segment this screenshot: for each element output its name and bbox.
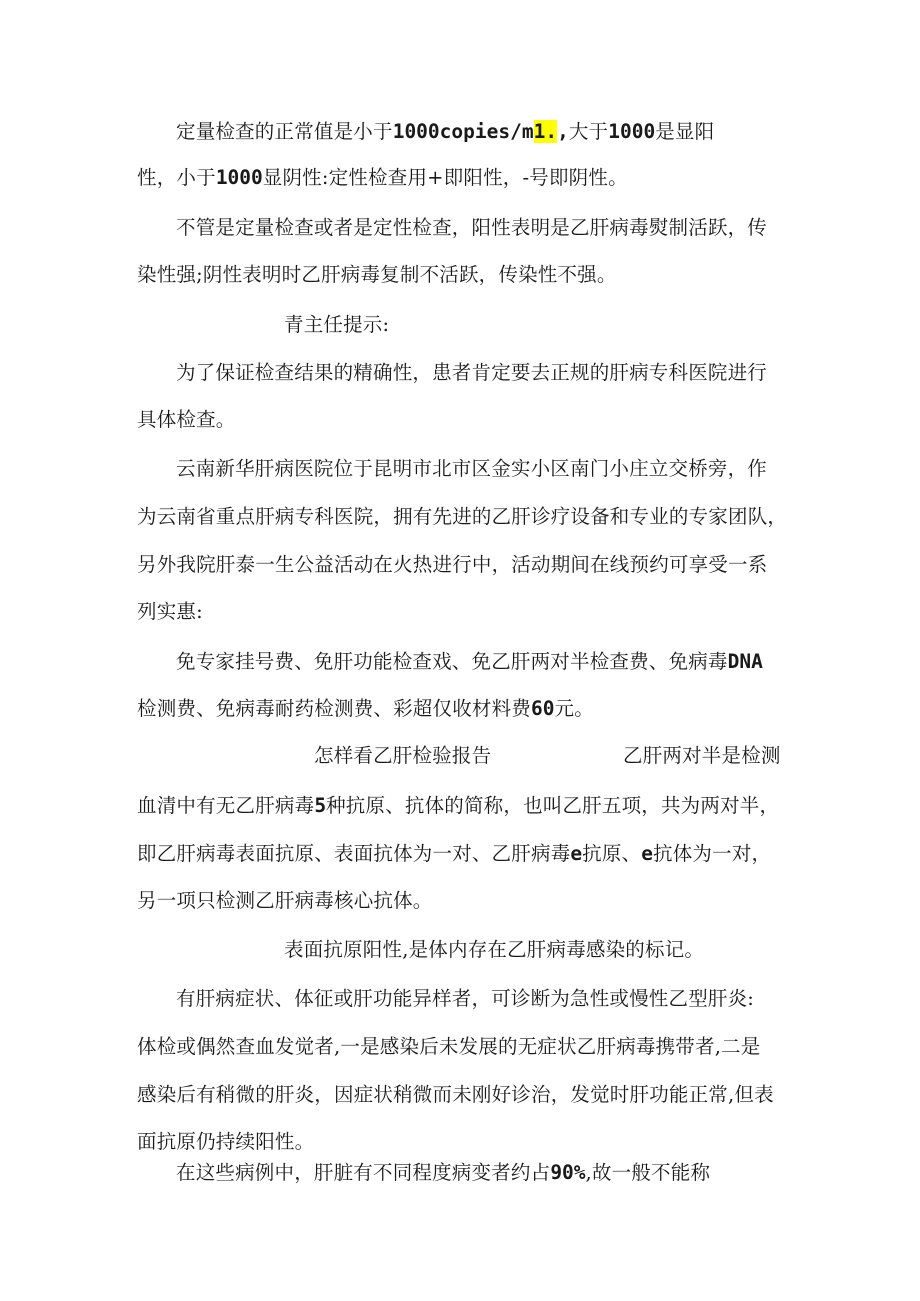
- unit-text: 1000copies/m: [392, 120, 534, 143]
- number: 60: [531, 697, 555, 720]
- paragraph-3-line-1: 为了保证检查结果的精确性，患者肯定要去正规的肝病专科医院进行: [176, 361, 768, 384]
- section-title: 怎样看乙肝检验报告: [314, 744, 492, 767]
- text: DNA: [727, 650, 763, 673]
- text: 性，小于: [137, 166, 216, 189]
- paragraph-4-line-1: 云南新华肝病医院位于昆明市北市区金实小区南门小庄立交桥旁，作: [176, 457, 768, 480]
- paragraph-4-line-3: 另外我院肝泰一生公益活动在火热进行中，活动期间在线预约可享受一系: [137, 553, 768, 576]
- text: 免专家挂号费、免肝功能检查戏、免乙肝两对半检查费、免病毒: [176, 650, 728, 673]
- number: 1000: [215, 166, 263, 189]
- tip-heading: 青主任提示:: [284, 313, 390, 336]
- text: 即乙肝病毒表面抗原、表面抗体为一对、乙肝病毒: [137, 842, 571, 865]
- paragraph-9: [176, 1159, 710, 1187]
- paragraph-1-line-2: [137, 164, 628, 192]
- paragraph-4-line-2: 为云南省重点肝病专科医院，拥有先进的乙肝诊疗设备和专业的专家团队，: [137, 505, 788, 528]
- paragraph-4-line-4: 列实惠:: [137, 600, 203, 623]
- paragraph-1-line-1: [176, 118, 714, 146]
- number: 1000: [608, 120, 656, 143]
- text: 大于: [568, 120, 609, 143]
- paragraph-5-line-1: [176, 648, 763, 676]
- paragraph-6-line-4: 另一项只检测乙肝病毒核心抗体。: [137, 889, 433, 912]
- number: 90%: [550, 1161, 586, 1184]
- text: 元。: [554, 697, 594, 720]
- paragraph-5-line-2: [137, 695, 594, 723]
- text: 抗体为一对，: [653, 842, 772, 865]
- text: 检测费、免病毒耐药检测费、彩超仅收材料费: [137, 697, 532, 720]
- paragraph-8-line-2: 体检或偶然查血发觉者,一是感染后未发展的无症状乙肝病毒携带者,二是: [137, 1035, 761, 1058]
- paragraph-6-line-3: [137, 840, 771, 868]
- paragraph-3-line-2: 具体检查。: [137, 408, 236, 431]
- text: 定量检查的正常值是小于: [176, 120, 393, 143]
- text: 血清中有无乙肝病毒: [137, 794, 315, 817]
- text: e: [570, 842, 583, 865]
- paragraph-2-line-1: 不管是定量检查或者是定性检查，阳性表明是乙肝病毒熨制活跃，传: [176, 216, 768, 239]
- text: 是显阳: [655, 120, 715, 143]
- text: e: [641, 842, 654, 865]
- paragraph-2-line-2: 染性强;阴性表明时乙肝病毒复制不活跃，传染性不强。: [137, 263, 617, 286]
- paragraph-8-line-1: 有肝病症状、体征或肝功能异样者，可诊断为急性或慢性乙型肝炎:: [176, 987, 755, 1010]
- text: ,故一般不能称: [585, 1161, 711, 1184]
- text: 在这些病例中，肝脏有不同程度病变者约占: [176, 1161, 551, 1184]
- text: 种抗原、抗体的简称，也叫乙肝五项，共为两对半，: [326, 794, 780, 817]
- text: 抗原、: [582, 842, 642, 865]
- highlighted-text: 1.: [533, 120, 558, 143]
- paragraph-6-line-2: [137, 792, 779, 820]
- paragraph-7: 表面抗原阳性,是体内存在乙肝病毒感染的标记。: [284, 938, 705, 961]
- paragraph-6-line-1-tail: 乙肝两对半是检测: [623, 744, 781, 767]
- number: 5: [314, 794, 327, 817]
- text: 显阴性:定性检查用+即阳性，-号即阴性。: [262, 166, 628, 189]
- text: ,: [557, 120, 569, 143]
- paragraph-8-line-3: 感染后有稍微的肝炎，因症状稍微而未刚好诊治，发觉时肝功能正常,但表: [137, 1083, 774, 1106]
- paragraph-8-line-4: 面抗原仍持续阳性。: [137, 1130, 315, 1153]
